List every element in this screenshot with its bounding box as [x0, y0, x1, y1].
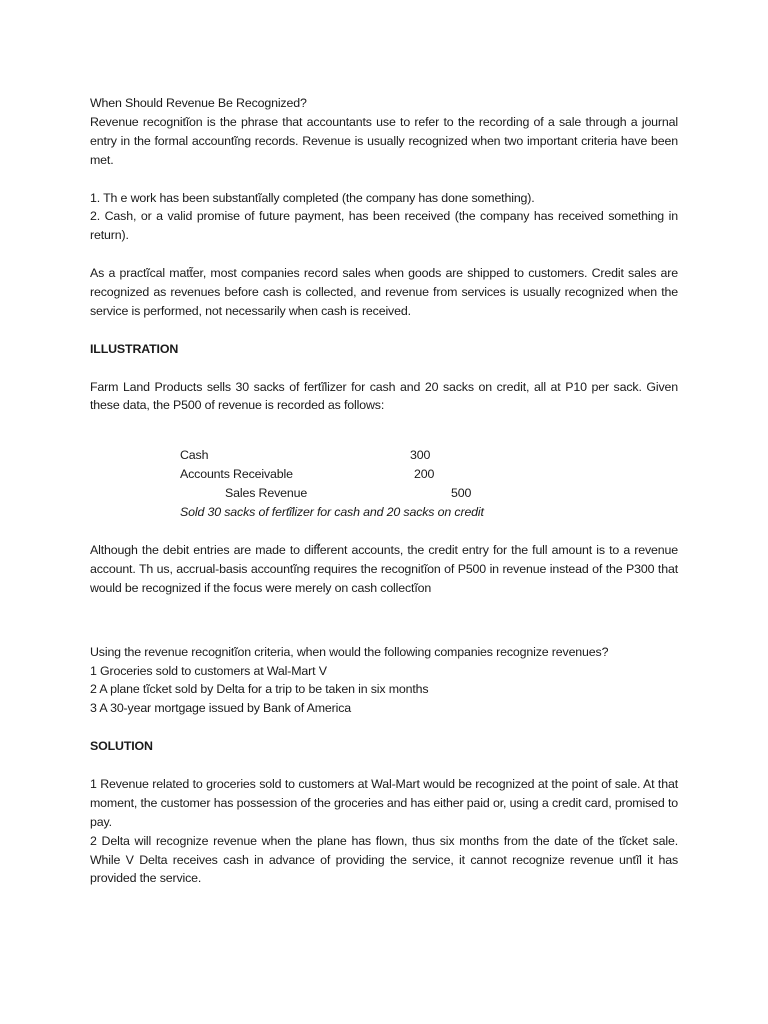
- journal-entry: [180, 446, 678, 522]
- solution-1: 1 Revenue related to groceries sold to customers at Wal-Mart would be recognized at the point of sale. At that moment, the customer has possession of the groceries and has either paid or, using a credit card, promised to pay.: [90, 776, 678, 829]
- question-item-2: 2 A plane tĩcket sold by Delta for a trip to be taken in six months: [90, 682, 429, 697]
- document-page: [90, 94, 678, 888]
- solution-heading: SOLUTION: [90, 739, 153, 754]
- journal-amount-sales-revenue: 500: [451, 486, 472, 501]
- journal-amount-cash: 300: [410, 448, 431, 463]
- illustration-heading: ILLUSTRATION: [90, 341, 179, 356]
- question-item-3: 3 A 30-year mortgage issued by Bank of America: [90, 701, 352, 716]
- illustration-paragraph: Farm Land Products sells 30 sacks of fertĩlizer for cash and 20 sacks on credit, all at P10 per sack. Given these data, the P500 of revenue is recorded as follows:: [90, 379, 678, 413]
- criterion-2: 2. Cash, or a valid promise of future payment, has been received (the company has received something in return).: [90, 209, 678, 243]
- solution-2: 2 Delta will recognize revenue when the plane has flown, thus six months from the date of the tĩcket sale. While V Delta receives cash in advance of providing the service, it cannot recognize revenue untĩl it has provided the service.: [90, 833, 678, 886]
- practical-paragraph: As a practĩcal matt̃er, most companies record sales when goods are shipped to customers. Credit sales are recognized as revenues before cash is collected, and revenue from services is usually recognized when the service is performed, not necessarily when cash is received.: [90, 266, 678, 318]
- intro-paragraph: Revenue recognitĩon is the phrase that accountants use to refer to the recording of a sale through a journal entry in the formal accountĩng records. Revenue is usually recognized when two important criteria have been met.: [90, 114, 678, 167]
- explanation-paragraph: Although the debit entries are made to diff̃erent accounts, the credit entry for the full amount is to a revenue account. Th us, accrual-basis accountĩng requires the recognitĩon of P500 in revenue instead of the P300 that would be recognized if the focus were merely on cash collectĩon: [90, 543, 678, 595]
- journal-amount-receivable: 200: [414, 467, 435, 482]
- document-heading: When Should Revenue Be Recognized?: [90, 96, 307, 110]
- journal-account-cash: Cash: [180, 448, 209, 463]
- question-item-1: 1 Groceries sold to customers at Wal-Mart V: [90, 663, 327, 678]
- journal-memo: Sold 30 sacks of fertĩlizer for cash and 20 sacks on credit: [180, 505, 484, 520]
- question-prompt: Using the revenue recognitĩon criteria, when would the following companies recognize revenues?: [90, 644, 609, 659]
- journal-account-receivable: Accounts Receivable: [180, 467, 293, 482]
- criterion-1: 1. Th e work has been substantĩally completed (the company has done something).: [90, 190, 535, 205]
- journal-account-sales-revenue: Sales Revenue: [225, 486, 308, 501]
